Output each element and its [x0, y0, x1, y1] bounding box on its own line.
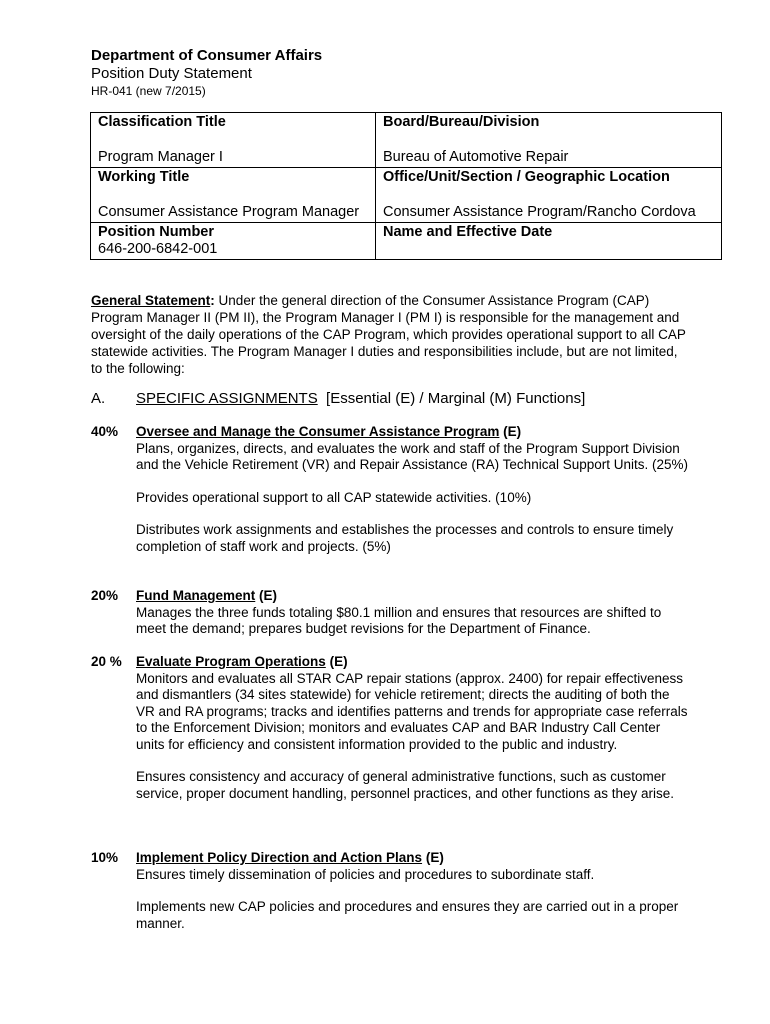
assignment-paragraph: Manages the three funds totaling $80.1 million and ensures that resources are shifted to meet the demand; prepares budget revisions for the Department of Finance. [136, 604, 662, 636]
assignment-title: Implement Policy Direction and Action Plans [136, 850, 423, 865]
classification-cell [91, 113, 376, 168]
office-label: Office/Unit/Section / Geographic Location [383, 169, 670, 185]
assignment-item [91, 424, 691, 555]
position-number-cell [91, 223, 376, 260]
assignment-item [91, 588, 691, 638]
position-number-value: 646-200-6842-001 [98, 241, 218, 257]
table-row [91, 168, 722, 223]
board-cell [376, 113, 722, 168]
classification-label: Classification Title [98, 114, 226, 130]
assignment-percent: 20 % [91, 654, 122, 669]
section-a-heading [91, 390, 585, 408]
assignment-paragraph: Implements new CAP policies and procedures and ensures they are carried out in a proper manner. [136, 899, 679, 931]
assignment-title: Fund Management [136, 588, 256, 603]
board-value: Bureau of Automotive Repair [383, 149, 569, 165]
assignment-paragraph: Provides operational support to all CAP statewide activities. (10%) [136, 489, 532, 505]
assignment-paragraph: Ensures consistency and accuracy of general administrative functions, such as customer service, proper document handling, personnel practices, and other functions as they arise. [136, 769, 675, 801]
office-cell [376, 168, 722, 223]
classification-value: Program Manager I [98, 149, 223, 165]
name-date-label: Name and Effective Date [383, 224, 553, 240]
general-statement-text: Under the general direction of the Consumer Assistance Program (CAP) Program Manager II (PM II), the Program Manager I (PM I) is responsible for the management and oversight of the daily operations of the CAP Program, which provides operational support to all CAP statewide activities. The Program Manager I duties and responsibilities include, but are not limited, to the following: [91, 293, 686, 376]
section-subtitle: [Essential (E) / Marginal (M) Functions] [326, 390, 586, 407]
general-statement-label: General Statement [91, 293, 211, 308]
section-title: SPECIFIC ASSIGNMENTS [136, 390, 318, 407]
assignment-paragraph: Plans, organizes, directs, and evaluates the work and staff of the Program Support Division and the Vehicle Retirement (VR) and Repair Assistance (RA) Technical Support Units. (25%) [136, 440, 689, 472]
assignment-item [91, 850, 691, 932]
assignment-tag: (E) [329, 654, 348, 669]
document-header [91, 47, 322, 99]
position-number-label: Position Number [98, 224, 215, 240]
section-letter: A. [91, 390, 106, 407]
name-date-cell [376, 223, 722, 260]
assignment-title: Oversee and Manage the Consumer Assistance Program [136, 424, 500, 439]
assignment-percent: 10% [91, 850, 119, 865]
assignment-paragraph: Distributes work assignments and establishes the processes and controls to ensure timely completion of staff work and projects. (5%) [136, 522, 674, 554]
working-title-value: Consumer Assistance Program Manager [98, 204, 360, 220]
working-title-label: Working Title [98, 169, 190, 185]
office-value: Consumer Assistance Program/Rancho Cordova [383, 204, 696, 220]
table-row [91, 223, 722, 260]
assignment-paragraph: Ensures timely dissemination of policies and procedures to subordinate staff. [136, 866, 595, 882]
table-row [91, 113, 722, 168]
assignment-paragraph: Monitors and evaluates all STAR CAP repair stations (approx. 2400) for repair effectiveness and dismantlers (34 sites statewide) for vehicle retirement; directs the auditing of both the VR and RA programs; tracks and identifies patterns and trends for appropriate case referrals to the Enforcement Division; monitors and evaluates CAP and BAR Industry Call Center units for efficiency and consistent information provided to the public and industry. [136, 670, 688, 752]
assignment-title: Evaluate Program Operations [136, 654, 326, 669]
working-title-cell [91, 168, 376, 223]
assignment-tag: (E) [425, 850, 444, 865]
assignment-tag: (E) [259, 588, 278, 603]
general-statement-colon: : [210, 293, 215, 308]
assignment-percent: 40% [91, 424, 119, 439]
board-label: Board/Bureau/Division [383, 114, 540, 130]
department-name: Department of Consumer Affairs [91, 47, 323, 64]
assignment-item [91, 654, 691, 802]
form-number: HR-041 (new 7/2015) [91, 84, 206, 98]
assignment-tag: (E) [503, 424, 522, 439]
position-info-table [90, 112, 722, 260]
general-statement [91, 292, 689, 377]
assignment-percent: 20% [91, 588, 119, 603]
document-title: Position Duty Statement [91, 65, 252, 82]
